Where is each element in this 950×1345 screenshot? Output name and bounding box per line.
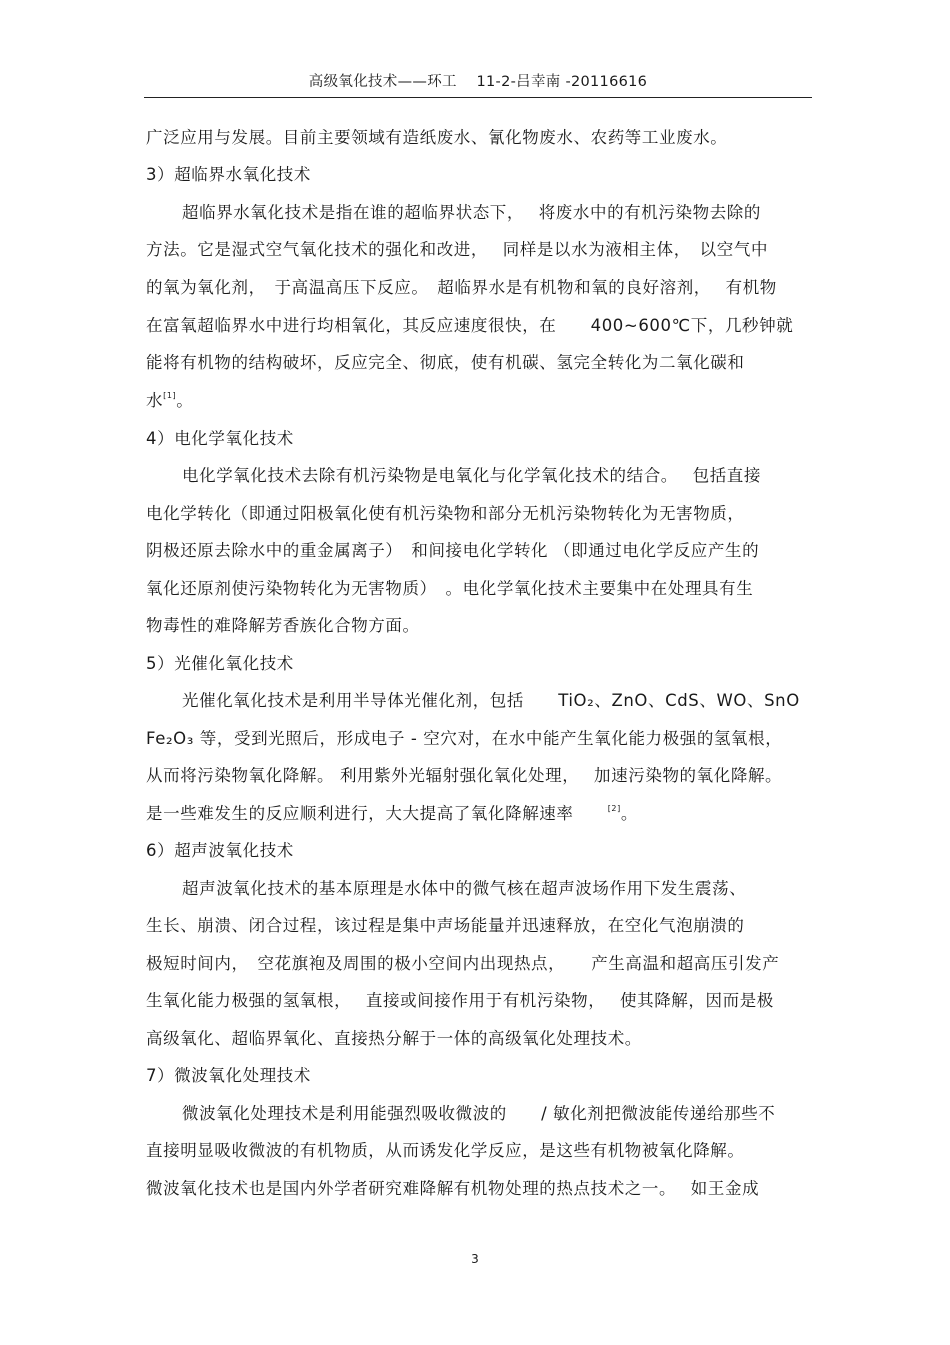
body-text: 是一些难发生的反应顺利进行，大大提高了氧化降解速率: [146, 804, 608, 823]
body-line: 氧化还原剂使污染物转化为无害物质） 。电化学氧化技术主要集中在处理具有生: [146, 579, 754, 598]
section-heading: 4）电化学氧化技术: [146, 429, 294, 448]
body-text: 。: [620, 804, 638, 823]
section-heading: 7）微波氧化处理技术: [146, 1066, 311, 1085]
citation-2: [2]: [607, 804, 621, 813]
body-line: 极短时间内， 空花旗袍及周围的极小空间内出现热点， 产生高温和超高压引发产: [146, 954, 780, 973]
body-line: 光催化氧化技术是利用半导体光催化剂，包括 TiO₂、ZnO、CdS、WO、SnO: [182, 691, 800, 710]
body-text: 水: [146, 391, 164, 410]
body-line: 电化学氧化技术去除有机污染物是电氧化与化学氧化技术的结合。 包括直接: [182, 466, 761, 485]
page-number: 3: [471, 1252, 479, 1266]
body-line: Fe₂O₃ 等，受到光照后，形成电子 - 空穴对，在水中能产生氧化能力极强的氢氧根，: [146, 729, 783, 748]
body-line: 高级氧化、超临界氧化、直接热分解于一体的高级氧化处理技术。: [146, 1029, 642, 1048]
body-line: 能将有机物的结构破坏，反应完全、彻底，使有机碳、氢完全转化为二氧化碳和: [146, 353, 745, 372]
body-line: 生长、崩溃、闭合过程，该过程是集中声场能量并迅速释放，在空化气泡崩溃的: [146, 916, 745, 935]
header-divider: [144, 97, 812, 98]
body-line: 超临界水氧化技术是指在谁的超临界状态下， 将废水中的有机污染物去除的: [182, 203, 761, 222]
body-line: 微波氧化处理技术是利用能强烈吸收微波的 / 敏化剂把微波能传递给那些不: [182, 1104, 776, 1123]
body-line: 电化学转化（即通过阳极氧化使有机污染物和部分无机污染物转化为无害物质，: [146, 504, 745, 523]
body-line: 在富氧超临界水中进行均相氧化，其反应速度很快，在 400~600℃下，几秒钟就: [146, 316, 794, 335]
body-line: 从而将污染物氧化降解。 利用紫外光辐射强化氧化处理， 加速污染物的氧化降解。: [146, 766, 783, 785]
body-line: [146, 387, 193, 411]
body-line: 的氧为氧化剂， 于高温高压下反应。 超临界水是有机物和氧的良好溶剂， 有机物: [146, 278, 777, 297]
body-line: 广泛应用与发展。目前主要领域有造纸废水、氰化物废水、农药等工业废水。: [146, 128, 728, 147]
citation-1: [1]: [163, 391, 177, 400]
section-heading: 3）超临界水氧化技术: [146, 165, 311, 184]
body-line: 超声波氧化技术的基本原理是水体中的微气核在超声波场作用下发生震荡、: [182, 879, 747, 898]
section-heading: 5）光催化氧化技术: [146, 654, 294, 673]
body-line: 生氧化能力极强的氢氧根， 直接或间接作用于有机污染物， 使其降解，因而是极: [146, 991, 774, 1010]
body-line: [146, 800, 638, 824]
body-text: 。: [176, 391, 194, 410]
section-heading: 6）超声波氧化技术: [146, 841, 294, 860]
body-line: 微波氧化技术也是国内外学者研究难降解有机物处理的热点技术之一。 如王金成: [146, 1179, 760, 1198]
body-line: 物毒性的难降解芳香族化合物方面。: [146, 616, 420, 635]
body-line: 直接明显吸收微波的有机物质，从而诱发化学反应，是这些有机物被氧化降解。: [146, 1141, 745, 1160]
running-header: 高级氧化技术——环工 11-2-吕幸南 -20116616: [308, 74, 648, 90]
body-line: 阴极还原去除水中的重金属离子） 和间接电化学转化 （即通过电化学反应产生的: [146, 541, 760, 560]
body-line: 方法。它是湿式空气氧化技术的强化和改进， 同样是以水为液相主体， 以空气中: [146, 240, 769, 259]
